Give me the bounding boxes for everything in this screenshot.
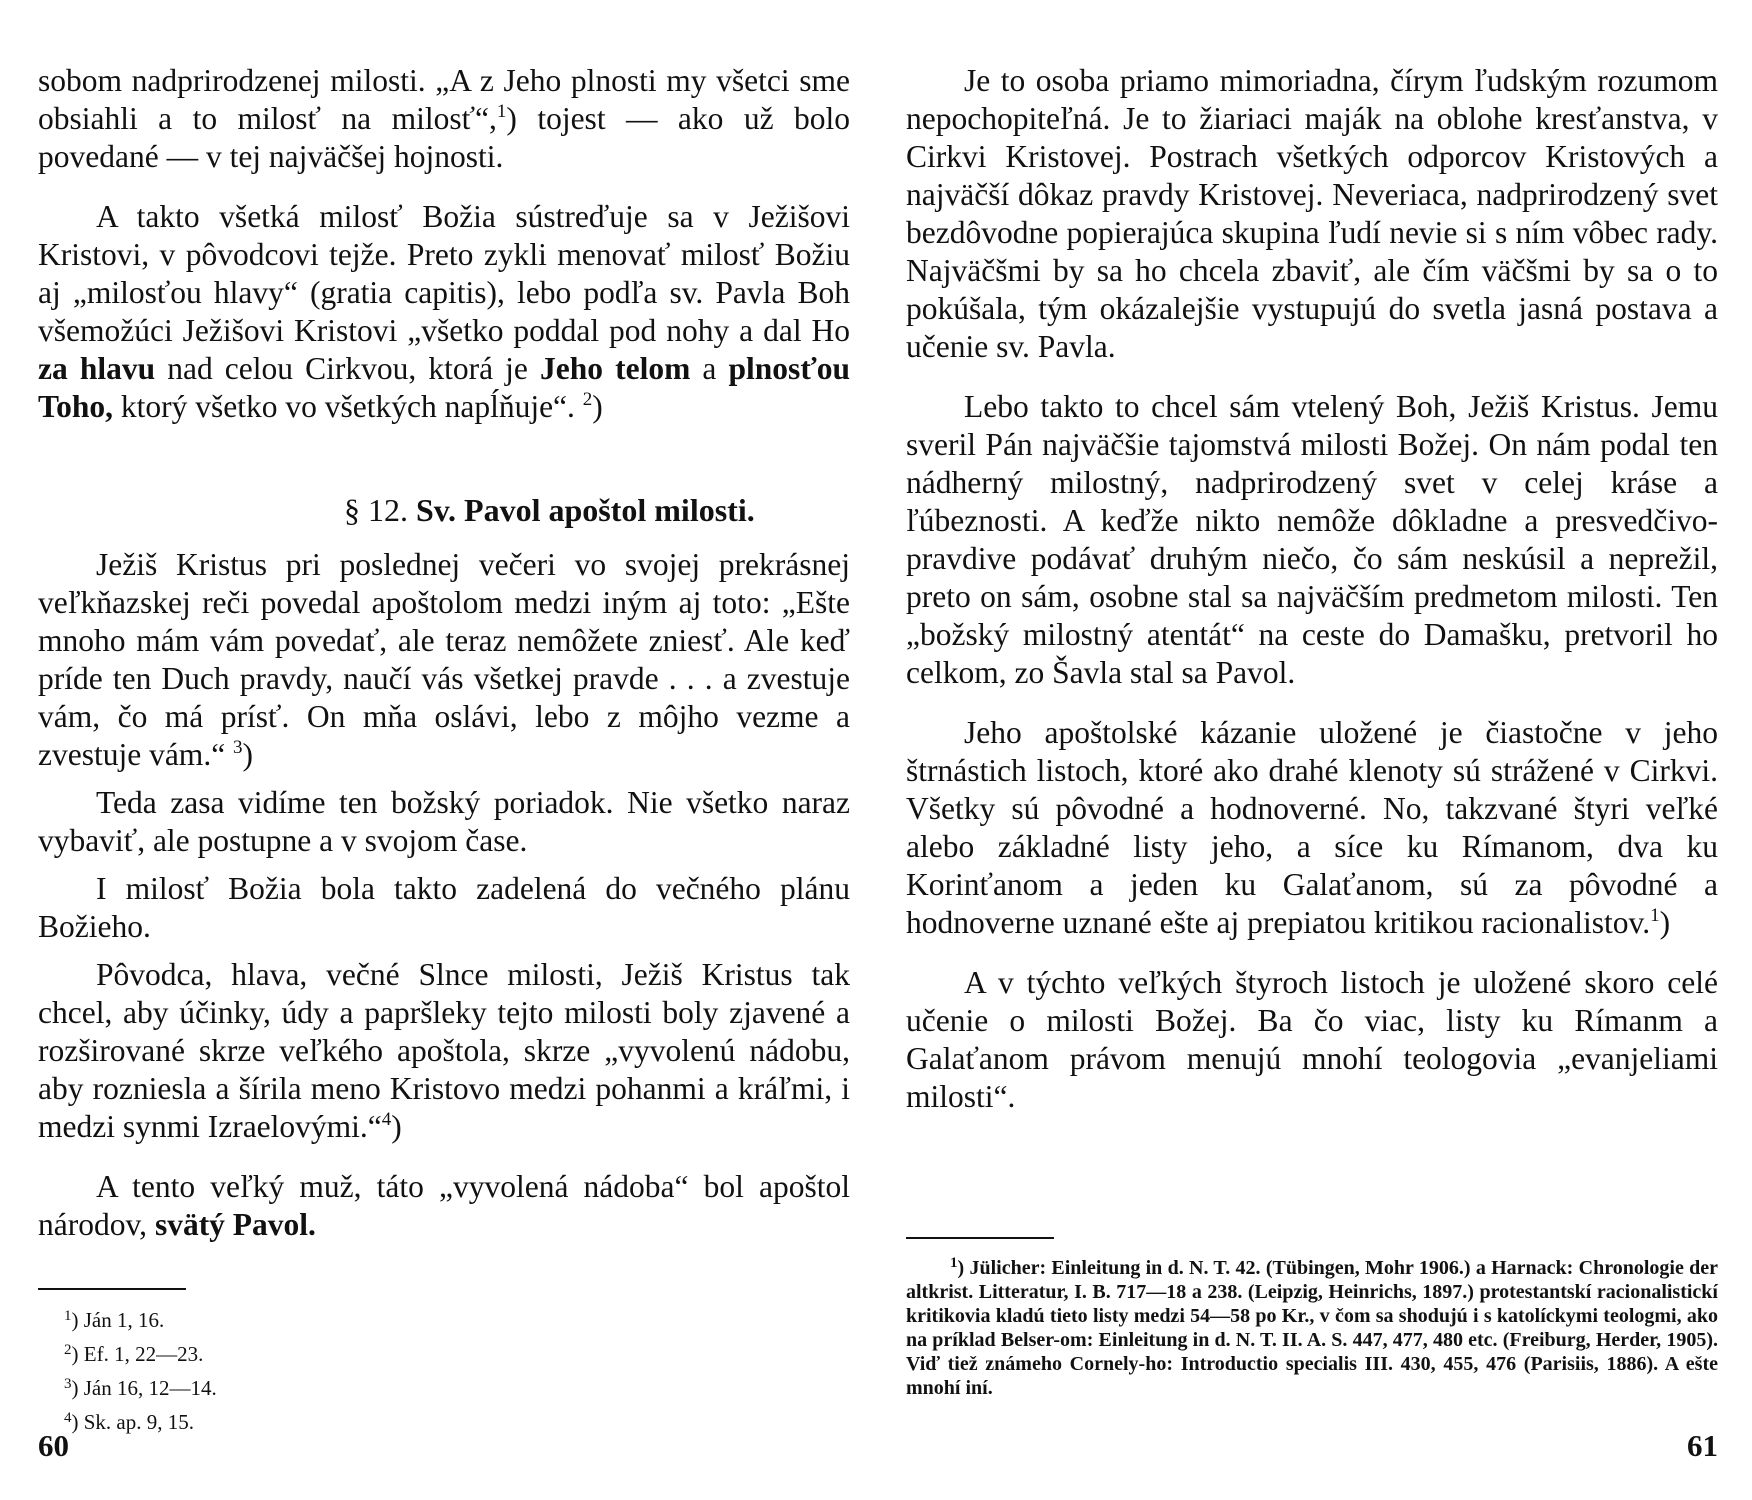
text-run: Lebo takto to chcel sám vtelený Boh, Ježiš Kristus. Jemu sveril Pán najväčšie tajomstvá milosti Božej. On nám podal ten nádherný milostný, nadprirodzený svet v celej kráse a ľúbeznosti. A keďže nikto nemôže dôkladne a presvedčivo-pravdive podávať druhým niečo, čo sám neskúsil a neprežil, preto on sám, osobne stal sa najväčším predmetom milosti. Ten „božský milostný atentát“ na ceste do Damašku, pretvoril ho celkom, zo Šavla stal sa Pavol. xyxy=(906,389,1718,690)
text-run: I milosť Božia bola takto zadelená do večného plánu Božieho. xyxy=(38,871,850,944)
text-run: Jeho apoštolské kázanie uložené je čiastočne v jeho štrnástich listoch, ktoré ako drahé klenoty sú strážené v Cirkvi. Všetky sú pôvodné a hodnoverné. No, takzvané štyri veľké alebo základné listy jeho, a síce ku Rímanom, dva ku Korinťanom a jeden ku Galaťanom, sú za pôvodné a hodnoverne uznané ešte aj prepiatou kritikou racionalistov. xyxy=(906,715,1718,940)
paragraph xyxy=(38,956,850,1146)
text-run: ) xyxy=(592,389,603,424)
paragraph xyxy=(38,198,850,426)
footnotes xyxy=(64,1301,464,1437)
section-number: § 12. xyxy=(344,492,408,528)
text-run: Ježiš Kristus pri poslednej večeri vo svojej prekrásnej veľkňazskej reči povedal apoštolom medzi iným aj toto: „Ešte mnoho mám vám povedať, ale teraz nemôžete zniesť. Ale keď príde ten Duch pravdy, naučí vás všetkej pravde . . . a zvestuje vám, čo má prísť. On mňa oslávi, lebo z môjho vezme a zvestuje vám.“ xyxy=(38,547,850,772)
footnote-mark: 1 xyxy=(950,1255,958,1271)
paragraph xyxy=(38,1168,850,1244)
text-run: ktorý všetko vo všetkých napĺňuje“. xyxy=(113,389,583,424)
left-text-column xyxy=(38,62,850,1244)
page-number: 61 xyxy=(1687,1428,1718,1463)
footnote-mark: 3 xyxy=(64,1376,72,1392)
text-run: ) xyxy=(1659,905,1671,940)
text-run: a xyxy=(690,351,729,386)
text-run: sobom nadprirodzenej milosti. „A z Jeho plnosti my všetci sme obsiahli a to milosť na milosť“, xyxy=(38,63,850,136)
footnotes xyxy=(906,1251,1718,1400)
text-run: A tento veľký muž, táto „vyvolená nádoba“ bol apoštol národov, xyxy=(38,1169,850,1242)
emphasis: Jeho telom xyxy=(540,351,691,386)
footnote-text: ) Sk. ap. 9, 15. xyxy=(71,1410,194,1434)
paragraph xyxy=(38,62,850,176)
text-run: Pôvodca, hlava, večné Slnce milosti, Ježiš Kristus tak chcel, aby účinky, údy a papršleky tejto milosti boly zjavené a rozširované skrze veľkého apoštola, skrze „vyvolenú nádobu, aby rozniesla a šírila meno Kristovo medzi pohanmi a kráľmi, i medzi synmi Izraelovými.“ xyxy=(38,957,850,1144)
footnote-rule xyxy=(38,1288,186,1290)
text-run: ) tojest — ako už bolo povedané — v tej najväčšej hojnosti. xyxy=(38,101,850,174)
text-run: nad celou Cirkvou, ktorá je xyxy=(155,351,541,386)
text-run: ) xyxy=(391,1109,402,1144)
paragraph xyxy=(906,62,1718,366)
footnote xyxy=(64,1301,464,1335)
note-reference: 1 xyxy=(496,101,507,122)
footnote-mark: 1 xyxy=(64,1308,72,1324)
right-text-column xyxy=(906,62,1718,1116)
text-run: ) xyxy=(242,737,254,772)
footnote xyxy=(64,1335,464,1369)
right-page xyxy=(876,0,1752,1500)
emphasis: svätý Pavol. xyxy=(154,1207,316,1242)
paragraph xyxy=(906,714,1718,942)
text-run: Je to osoba priamo mimoriadna, čírym ľudským rozumom nepochopiteľná. Je to žiariaci maják na oblohe kresťanstva, v Cirkvi Kristovej. Postrach všetkých odporcov Kristových a najväčší dôkaz pravdy Kristovej. Neveriaca, nadprirodzený svet bezdôvodne popierajúca skupina ľudí nevie si s ním vôbec rady. Najväčšmi by sa ho chcela zbaviť, ale čím väčšmi by sa o to pokúšala, tým okázalejšie vystupujú do svetla jasná postava a učenie sv. Pavla. xyxy=(906,63,1718,364)
footnote-rule xyxy=(906,1237,1054,1239)
text-run: A takto všetká milosť Božia sústreďuje sa v Ježišovi Kristovi, v pôvodcovi tejže. Preto zykli menovať milosť Božiu aj „milosťou hlavy“ (gratia capitis), lebo podľa sv. Pavla Boh všemožúci Ježišovi Kristovi „všetko poddal pod nohy a dal Ho xyxy=(38,199,850,348)
footnote-text: ) Ef. 1, 22—23. xyxy=(71,1342,204,1366)
page-number: 60 xyxy=(38,1428,69,1463)
footnote xyxy=(64,1403,464,1437)
footnote xyxy=(64,1369,464,1403)
footnote-text: ) Ján 1, 16. xyxy=(71,1308,165,1332)
emphasis: plnosťou Toho, xyxy=(38,351,850,424)
paragraph xyxy=(38,870,850,946)
paragraph xyxy=(906,388,1718,692)
footnote-mark: 2 xyxy=(64,1342,72,1358)
note-reference: 2 xyxy=(582,389,593,410)
footnote-text: ) Ján 16, 12—14. xyxy=(71,1376,217,1400)
paragraph xyxy=(38,546,850,774)
section-heading xyxy=(38,490,850,530)
paragraph xyxy=(906,964,1718,1116)
text-run: Teda zasa vidíme ten božský poriadok. Nie všetko naraz vybaviť, ale postupne a v svojom čase. xyxy=(38,785,850,858)
footnote-mark: 4 xyxy=(64,1410,72,1426)
section-title: Sv. Pavol apoštol milosti. xyxy=(416,492,755,528)
text-run: A v týchto veľkých štyroch listoch je uložené skoro celé učenie o milosti Božej. Ba čo viac, listy ku Rímanm a Galaťanom právom menujú mnohí teologovia „evanjeliami milosti“. xyxy=(906,965,1718,1114)
note-reference: 3 xyxy=(233,737,243,758)
emphasis: za hlavu xyxy=(38,351,156,386)
paragraph xyxy=(38,784,850,860)
note-reference: 1 xyxy=(1650,905,1660,926)
footnote-text: ) Jülicher: Einleitung in d. N. T. 42. (Tübingen, Mohr 1906.) a Harnack: Chronologie der altkrist. Litteratur, I. B. 717—18 a 238. (Leipzig, Heinrichs, 1897.) protestantskí racionalistickí kritikovia kladú tieto listy medzi 54—58 po Kr., v čom sa shodujú i s katolíckymi teologmi, ako na príklad Belser-om: Einleitung in d. N. T. II. A. S. 447, 477, 480 etc. (Freiburg, Herder, 1905). Viď tiež známeho Cornely-ho: Introductio specialis III. 430, 455, 476 (Parisiis, 1886). A ešte mnohí iní. xyxy=(906,1257,1718,1399)
note-reference: 4 xyxy=(381,1109,392,1130)
footnote xyxy=(906,1251,1718,1400)
